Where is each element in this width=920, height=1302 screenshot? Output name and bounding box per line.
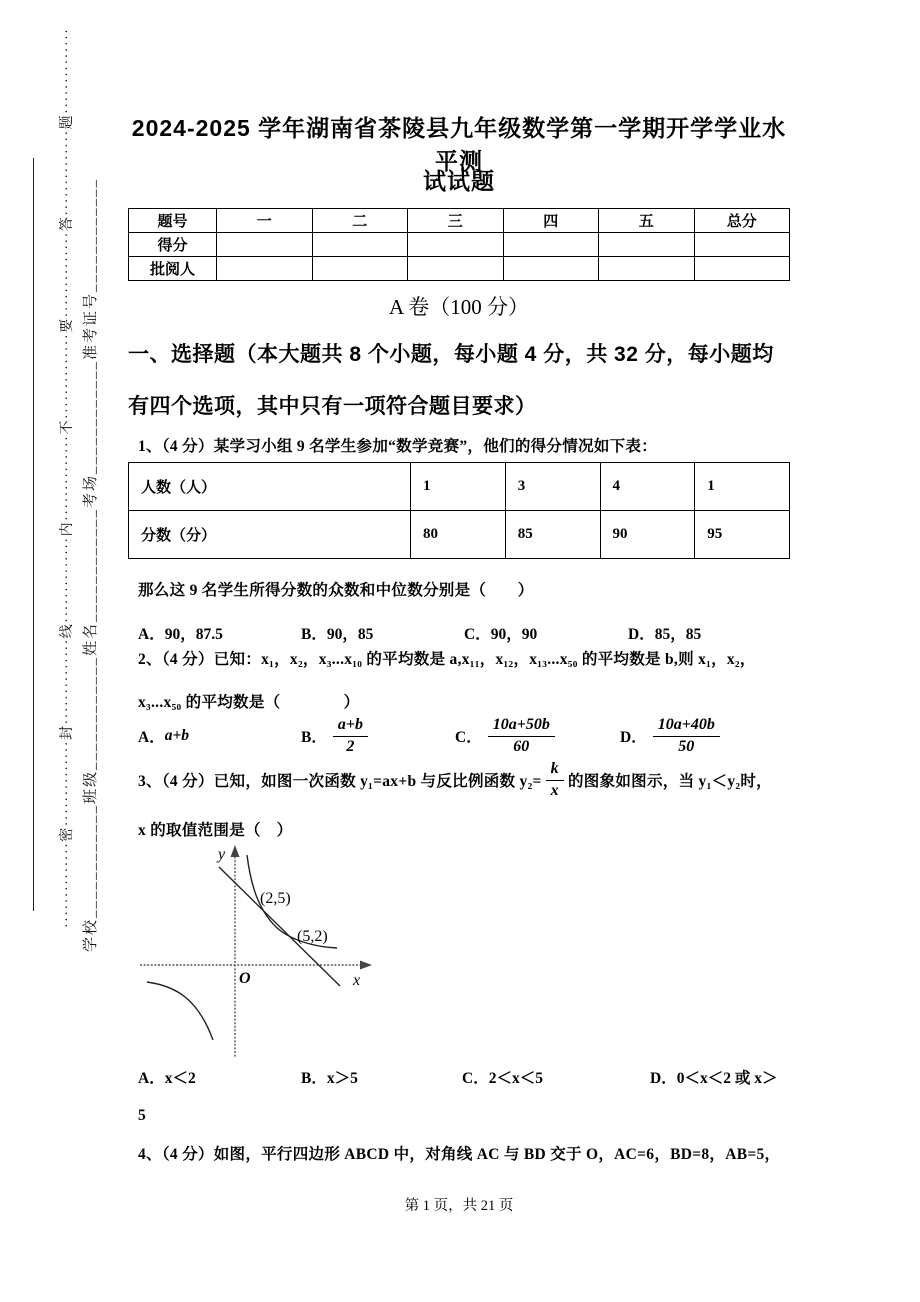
q3-stem-line2: x 的取值范围是（ ） bbox=[138, 822, 293, 839]
score-empty-cell bbox=[599, 233, 695, 257]
q1-data-table bbox=[128, 462, 790, 559]
q3-options bbox=[0, 1066, 920, 1088]
q1-cell: 85 bbox=[505, 511, 600, 559]
q3-option-c: C．2＜x＜5 bbox=[462, 1070, 543, 1087]
q1-cell: 1 bbox=[695, 463, 790, 511]
q2-option-a: A． a+b bbox=[138, 727, 190, 746]
q4-stem: 4、（4 分）如图，平行四边形 ABCD 中，对角线 AC 与 BD 交于 O，AC=6，BD=8，AB=5， bbox=[138, 1146, 781, 1163]
point-label-2-5: (2,5) bbox=[260, 890, 291, 907]
q2-option-d: D． $\frac{10a+40b}{50}$ bbox=[620, 711, 720, 761]
x-axis-label: x bbox=[353, 972, 361, 989]
section-one-heading-line2: 有四个选项，其中只有一项符合题目要求） bbox=[128, 395, 537, 418]
section-one-heading-line1: 一、选择题（本大题共 8 个小题，每小题 4 分，共 32 分，每小题均 bbox=[128, 343, 774, 366]
seal-student-fields: 学校____________班级____________姓名____________考场____________准考证号____________ bbox=[83, 177, 99, 952]
score-header-cell: 总分 bbox=[694, 209, 790, 233]
origin-label: O bbox=[239, 970, 251, 987]
q3-option-b: B．x＞5 bbox=[301, 1070, 358, 1087]
score-empty-cell bbox=[312, 257, 408, 281]
q1-cell: 4 bbox=[600, 463, 695, 511]
q1-stem: 1、（4 分）某学习小组 9 名学生参加“数学竞赛”，他们的得分情况如下表： bbox=[138, 438, 658, 455]
q3-stem-before: 3、（4 分）已知，如图一次函数 y₁=ax+b 与反比例函数 y₂= bbox=[138, 773, 542, 790]
q1-table-row bbox=[129, 511, 790, 559]
q3-stem-after: 的图象如图示，当 y₁＜y₂时， bbox=[567, 773, 772, 790]
q1-cell: 80 bbox=[411, 511, 506, 559]
q1-row-label: 人数（人） bbox=[129, 463, 411, 511]
q1-option-a: A．90，87.5 bbox=[138, 626, 223, 643]
score-row-label: 批阅人 bbox=[129, 257, 217, 281]
seal-warning-text: ··············密··············封··············线··············内··············不··············要··············答··············题·············· bbox=[60, 27, 75, 928]
q3-stem-line1 bbox=[138, 757, 772, 803]
score-empty-cell bbox=[408, 257, 504, 281]
q1-options bbox=[0, 622, 920, 644]
page-title-line1: 2024-2025 学年湖南省茶陵县九年级数学第一学期开学学业水平测 bbox=[131, 115, 787, 174]
score-header-cell: 题号 bbox=[129, 209, 217, 233]
score-header-cell: 三 bbox=[408, 209, 504, 233]
score-header-cell: 四 bbox=[503, 209, 599, 233]
part-a-title: A 卷（100 分） bbox=[388, 295, 529, 319]
q2-stem-line2: x₃...x₅₀ 的平均数是（ ） bbox=[138, 694, 360, 711]
q1-cell: 1 bbox=[411, 463, 506, 511]
q2-option-b: B． $\frac{a+b}{2}$ bbox=[301, 711, 368, 761]
q2-option-c: C． $\frac{10a+50b}{60}$ bbox=[455, 711, 555, 761]
point-label-5-2: (5,2) bbox=[297, 928, 328, 945]
score-table bbox=[128, 208, 790, 281]
hyperbola-branch-q3 bbox=[147, 982, 213, 1040]
score-row-label: 得分 bbox=[129, 233, 217, 257]
fraction: $\frac{10a+40b}{50}$ bbox=[653, 716, 720, 756]
reviewer-row bbox=[129, 257, 790, 281]
fraction: $\frac{k}{x}$ bbox=[546, 760, 564, 800]
x-axis-arrow bbox=[360, 961, 372, 970]
score-header-cell: 五 bbox=[599, 209, 695, 233]
seal-fold-line bbox=[33, 158, 34, 911]
q3-function-graph bbox=[140, 843, 420, 1063]
q1-cell: 95 bbox=[695, 511, 790, 559]
q3-option-d-overflow: 5 bbox=[138, 1107, 146, 1124]
q1-option-b: B．90，85 bbox=[301, 626, 374, 643]
score-row bbox=[129, 233, 790, 257]
fraction: $\frac{a+b}{2}$ bbox=[333, 716, 368, 756]
page-title-line2: 试试题 bbox=[423, 168, 495, 194]
score-empty-cell bbox=[408, 233, 504, 257]
y-axis-arrow bbox=[231, 845, 240, 857]
q1-stem2: 那么这 9 名学生所得分数的众数和中位数分别是（ ） bbox=[138, 582, 534, 599]
q1-cell: 90 bbox=[600, 511, 695, 559]
q1-table-row bbox=[129, 463, 790, 511]
score-empty-cell bbox=[217, 233, 313, 257]
score-empty-cell bbox=[599, 257, 695, 281]
score-empty-cell bbox=[503, 257, 599, 281]
linear-function-line bbox=[219, 867, 340, 986]
page-number-footer: 第 1 页，共 21 页 bbox=[404, 1198, 514, 1214]
score-header-cell: 一 bbox=[217, 209, 313, 233]
q2-options bbox=[0, 711, 920, 761]
score-empty-cell bbox=[694, 233, 790, 257]
y-axis-label: y bbox=[218, 846, 226, 863]
score-empty-cell bbox=[217, 257, 313, 281]
score-table-header-row bbox=[129, 209, 790, 233]
score-empty-cell bbox=[312, 233, 408, 257]
q1-option-d: D．85，85 bbox=[628, 626, 702, 643]
q1-option-c: C．90，90 bbox=[464, 626, 538, 643]
q1-row-label: 分数（分） bbox=[129, 511, 411, 559]
score-empty-cell bbox=[694, 257, 790, 281]
q3-option-d: D．0＜x＜2 或 x＞ bbox=[650, 1070, 778, 1087]
score-empty-cell bbox=[503, 233, 599, 257]
q2-stem-line1: 2、（4 分）已知：x₁，x₂，x₃...x₁₀ 的平均数是 a,x₁₁，x₁₂，x₁₃...x₅₀ 的平均数是 b,则 x₁，x₂， bbox=[138, 651, 756, 668]
q1-cell: 3 bbox=[505, 463, 600, 511]
score-header-cell: 二 bbox=[312, 209, 408, 233]
fraction: $\frac{10a+50b}{60}$ bbox=[488, 716, 555, 756]
q3-option-a: A．x＜2 bbox=[138, 1070, 196, 1087]
